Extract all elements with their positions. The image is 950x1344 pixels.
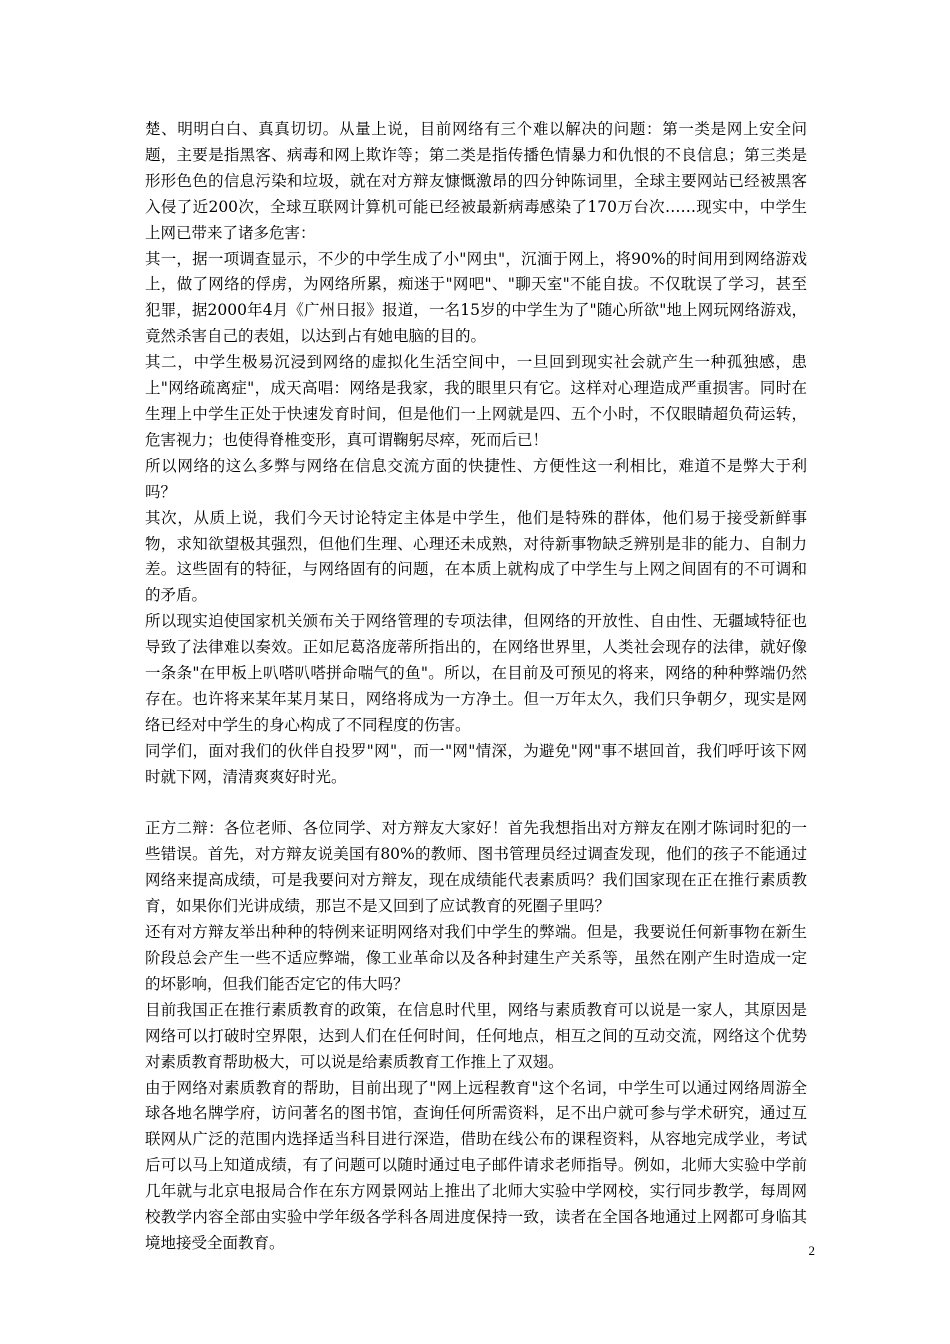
paragraph-3: 其二，中学生极易沉浸到网络的虚拟化生活空间中，一旦回到现实社会就产生一种孤独感，患上"网络疏离症"，成天高唱：网络是我家，我的眼里只有它。这样对心理造成严重损害。同时在生理上中学生正处于快速发育时间，但是他们一上网就是四、五个小时，不仅眼睛超负荷运转，危害视力；也使得脊椎变形，真可谓鞠躬尽瘁，死而后已！ bbox=[145, 353, 807, 449]
blank-line bbox=[145, 791, 807, 817]
paragraph-7: 同学们，面对我们的伙伴自投罗"网"，而一"网"情深，为避免"网"事不堪回首，我们呼吁该下网时就下网，清清爽爽好时光。 bbox=[145, 741, 807, 786]
paragraph-8: 正方二辩：各位老师、各位同学、对方辩友大家好！首先我想指出对方辩友在刚才陈词时犯的一些错误。首先，对方辩友说美国有80%的教师、图书管理员经过调查发现，他们的孩子不能通过网络来提高成绩，可是我要问对方辩友，现在成绩能代表素质吗？我们国家现在正在推行素质教育，如果你们光讲成绩，那岂不是又回到了应试教育的死圈子里吗？ bbox=[145, 819, 807, 916]
paragraph-2: 其一，据一项调查显示，不少的中学生成了小"网虫"，沉湎于网上，将90%的时间用到网络游戏上，做了网络的俘虏，为网络所累，痴迷于"网吧"、"聊天室"不能自拔。不仅耽误了学习，甚至犯罪，据2000年4月《广州日报》报道，一名15岁的中学生为了"随心所欲"地上网玩网络游戏，竟然杀害自己的表姐，以达到占有她电脑的目的。 bbox=[145, 249, 807, 346]
paragraph-6: 所以现实迫使国家机关颁布关于网络管理的专项法律，但网络的开放性、自由性、无疆域特征也导致了法律难以奏效。正如尼葛洛庞蒂所指出的，在网络世界里，人类社会现存的法律，就好像一条条"在甲板上叭嗒叭嗒拼命喘气的鱼"。所以，在目前及可预见的将来，网络的种种弊端仍然存在。也许将来某年某月某日，网络将成为一方净土。但一万年太久，我们只争朝夕，现实是网络已经对中学生的身心构成了不同程度的伤害。 bbox=[145, 612, 807, 734]
paragraph-11: 由于网络对素质教育的帮助，目前出现了"网上远程教育"这个名词，中学生可以通过网络周游全球各地名牌学府，访问著名的图书馆，查询任何所需资料，足不出户就可参与学术研究，通过互联网从广泛的范围内选择适当科目进行深造，借助在线公布的课程资料，从容地完成学业，考试后可以马上知道成绩，有了问题可以随时通过电子邮件请求老师指导。例如，北师大实验中学前几年就与北京电报局合作在东方网景网站上推出了北师大实验中学网校，实行同步教学，每周网校教学内容全部由实验中学年级各学科各周进度保持一致，读者在全国各地通过上网都可身临其境地接受全面教育。 bbox=[145, 1078, 807, 1252]
paragraph-5: 其次，从质上说，我们今天讨论特定主体是中学生，他们是特殊的群体，他们易于接受新鲜事物，求知欲望极其强烈，但他们生理、心理还未成熟，对待新事物缺乏辨别是非的能力、自制力差。这些固有的特征，与网络固有的问题，在本质上就构成了中学生与上网之间固有的不可调和的矛盾。 bbox=[145, 508, 807, 605]
paragraph-4: 所以网络的这么多弊与网络在信息交流方面的快捷性、方便性这一利相比，难道不是弊大于利吗？ bbox=[145, 456, 807, 501]
page-number: 2 bbox=[808, 1243, 815, 1258]
paragraph-10: 目前我国正在推行素质教育的政策，在信息时代里，网络与素质教育可以说是一家人，其原因是网络可以打破时空界限，达到人们在任何时间，任何地点，相互之间的互动交流，网络这个优势对素质教育帮助极大，可以说是给素质教育工作推上了双翅。 bbox=[145, 1000, 807, 1071]
paragraph-9: 还有对方辩友举出种种的特例来证明网络对我们中学生的弊端。但是，我要说任何新事物在新生阶段总会产生一些不适应弊端，像工业革命以及各种封建生产关系等，虽然在刚产生时造成一定的坏影响，但我们能否定它的伟大吗？ bbox=[145, 923, 807, 993]
document-body bbox=[145, 117, 807, 1257]
paragraph-1: 楚、明明白白、真真切切。从量上说，目前网络有三个难以解决的问题：第一类是网上安全问题，主要是指黑客、病毒和网上欺诈等；第二类是指传播色情暴力和仇恨的不良信息；第三类是形形色色的信息污染和垃圾，就在对方辩友慷慨激昂的四分钟陈词里，全球主要网站已经被黑客入侵了近200次，全球互联网计算机可能已经被最新病毒感染了170万台次……现实中，中学生上网已带来了诸多危害： bbox=[145, 120, 807, 242]
